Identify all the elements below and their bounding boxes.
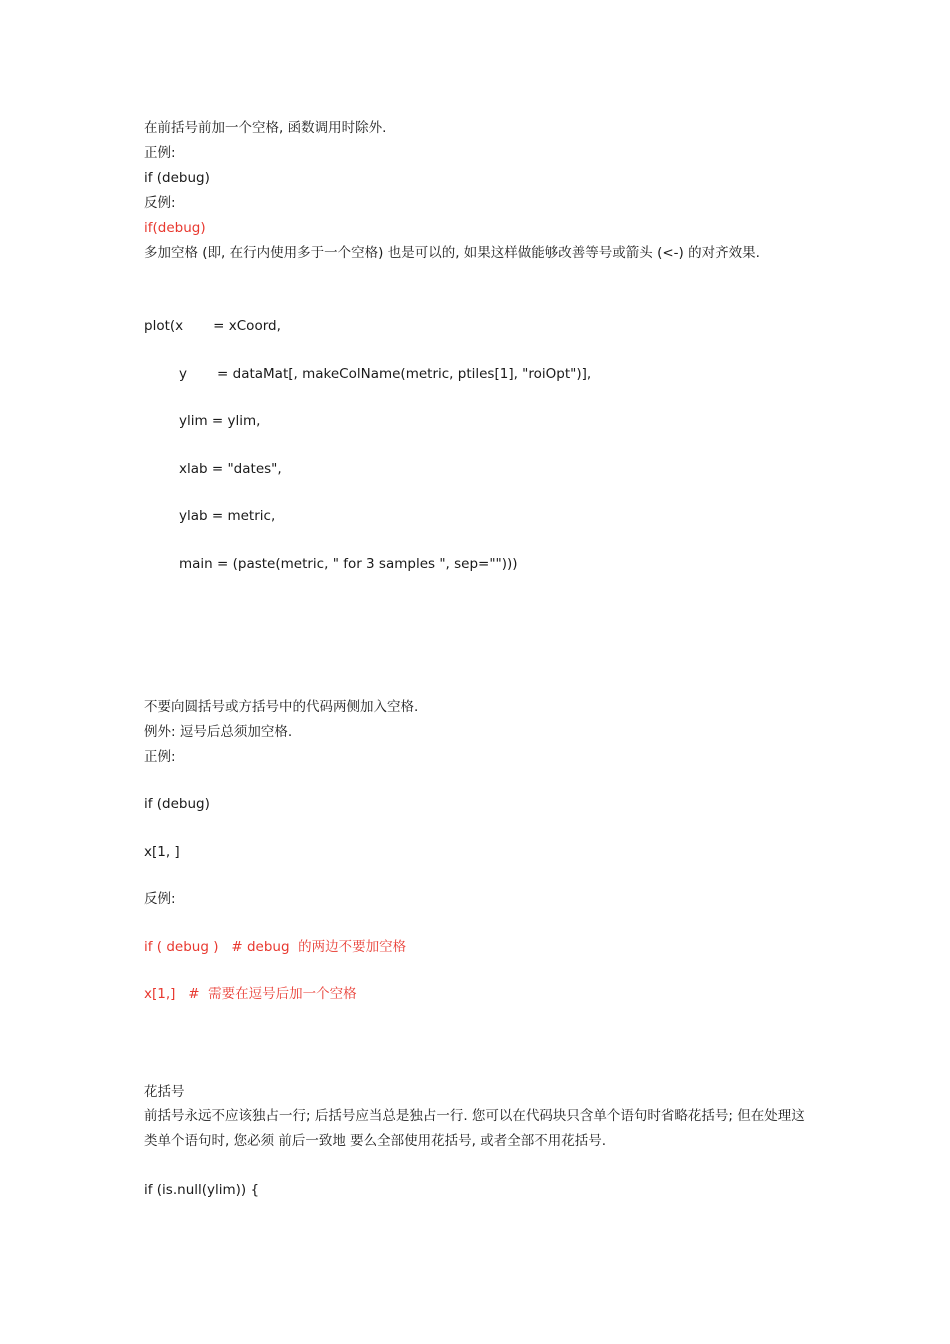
good-example-label: 正例: xyxy=(144,145,176,161)
bad-example-label: 反例: xyxy=(144,195,176,211)
code-line: main = (paste(metric, " for 3 samples ", sep=""))) xyxy=(179,556,518,572)
note-paragraph: 多加空格 (即, 在行内使用多于一个空格) 也是可以的, 如果这样做能够改善等号或箭头 (<-) 的对齐效果. xyxy=(144,245,760,261)
bad-example-label: 反例: xyxy=(144,891,176,907)
good-example-code: if (debug) xyxy=(144,796,210,812)
bad-example-code: if(debug) xyxy=(144,220,206,236)
code-line: ylab = metric, xyxy=(179,508,276,524)
code-line: xlab = "dates", xyxy=(179,461,282,477)
good-example-code: x[1, ] xyxy=(144,844,180,860)
section-heading: 花括号 xyxy=(144,1084,185,1100)
good-example-code: if (debug) xyxy=(144,170,210,186)
rule-text: 不要向圆括号或方括号中的代码两侧加入空格. xyxy=(144,699,419,715)
rule-text: 在前括号前加一个空格, 函数调用时除外. xyxy=(144,120,387,136)
good-example-label: 正例: xyxy=(144,749,176,765)
code-line: ylim = ylim, xyxy=(179,413,261,429)
rule-paragraph: 前括号永远不应该独占一行; 后括号应当总是独占一行. 您可以在代码块只含单个语句时省略花括号; 但在处理这类单个语句时, 您必须 前后一致地 要么全部使用花括号, 或者全部不用花括号. xyxy=(144,1108,805,1149)
bad-example-code: if ( debug ) # debug 的两边不要加空格 xyxy=(144,939,407,955)
code-line: plot(x = xCoord, xyxy=(144,318,281,334)
exception-text: 例外: 逗号后总须加空格. xyxy=(144,724,293,740)
code-line: y = dataMat[, makeColName(metric, ptiles[1], "roiOpt")], xyxy=(179,366,592,382)
code-line: if (is.null(ylim)) { xyxy=(144,1182,260,1198)
bad-example-code: x[1,] # 需要在逗号后加一个空格 xyxy=(144,986,357,1002)
